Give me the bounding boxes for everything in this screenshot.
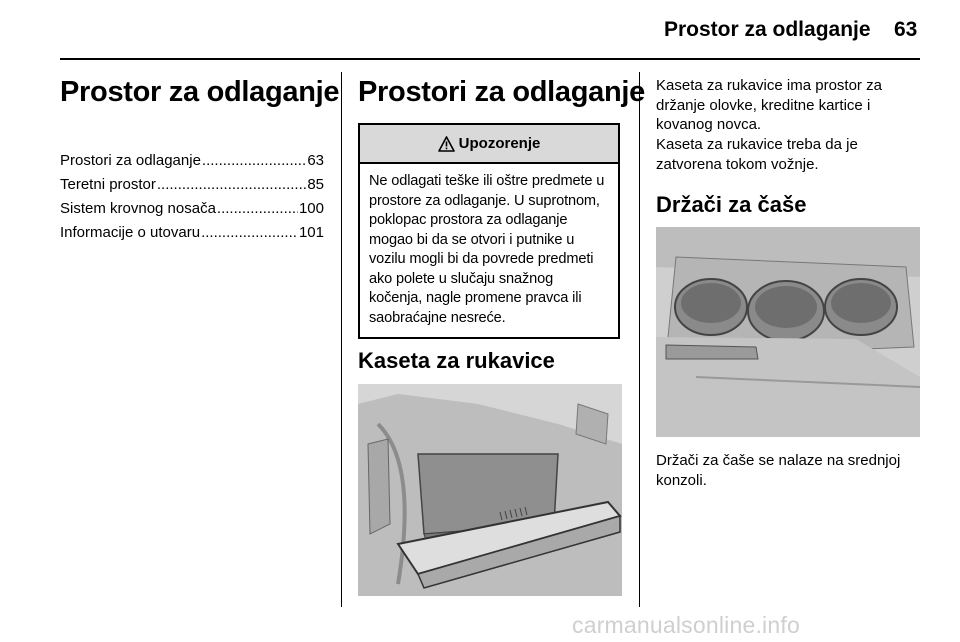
toc-entry[interactable] — [60, 221, 324, 245]
site-watermark: carmanualsonline.info — [572, 612, 800, 638]
toc-entry-label: Informacije o utovaru — [60, 224, 201, 241]
toc-entry[interactable] — [60, 197, 324, 221]
toc-entry-page: 100 — [298, 200, 324, 217]
cupholders-illustration — [656, 227, 920, 437]
header-rule — [60, 58, 920, 60]
warning-box — [358, 123, 620, 339]
toc-entry-label: Sistem krovnog nosača — [60, 200, 216, 217]
warning-text: Ne odlagati teške ili oštre predmete u prostore za odlaganje. U suprotnom, poklopac prostora za odlaganje mogao bi da se otvori i putnike u vozilu mogli bi da povrede predmeti ako polete u slučaju snažnog kočenja, nagle promene pravca ili saobraćajne nesreće. — [369, 173, 605, 326]
running-header-title: Prostor za odlaganje — [664, 18, 871, 41]
warning-triangle-icon — [438, 136, 455, 152]
chapter-title: Prostor za odlaganje — [60, 76, 340, 108]
section-title: Prostori za odlaganje — [358, 76, 645, 108]
page-number: 63 — [894, 18, 918, 41]
toc-leader-dots — [157, 173, 306, 197]
glovebox-description: Kaseta za rukavice ima prostor za držanje olovke, kreditne kartice i kovanog novca. — [656, 77, 882, 133]
toc-leader-dots — [217, 197, 298, 221]
warning-heading: Upozorenje — [458, 135, 541, 152]
toc-entry-page: 101 — [298, 224, 324, 241]
toc-leader-dots — [202, 149, 306, 173]
toc-entry[interactable] — [60, 173, 324, 197]
toc-entry[interactable] — [60, 149, 324, 173]
cupholders-caption: Držači za čaše se nalaze na srednjoj konzoli. — [656, 452, 901, 489]
warning-header — [360, 125, 618, 164]
toc-leader-dots — [201, 221, 298, 245]
column-divider-1 — [341, 72, 342, 607]
toc-entry-page: 85 — [307, 176, 324, 193]
glovebox-note: Kaseta za rukavice treba da je zatvorena tokom vožnje. — [656, 136, 858, 173]
glovebox-heading: Kaseta za rukavice — [358, 348, 555, 373]
toc-entry-label: Prostori za odlaganje — [60, 152, 201, 169]
toc-entry-page: 63 — [307, 152, 324, 169]
glovebox-illustration — [358, 384, 622, 596]
cupholders-heading: Držači za čaše — [656, 192, 807, 217]
toc-entry-label: Teretni prostor — [60, 176, 156, 193]
column-divider-2 — [639, 72, 640, 607]
table-of-contents — [60, 149, 324, 245]
